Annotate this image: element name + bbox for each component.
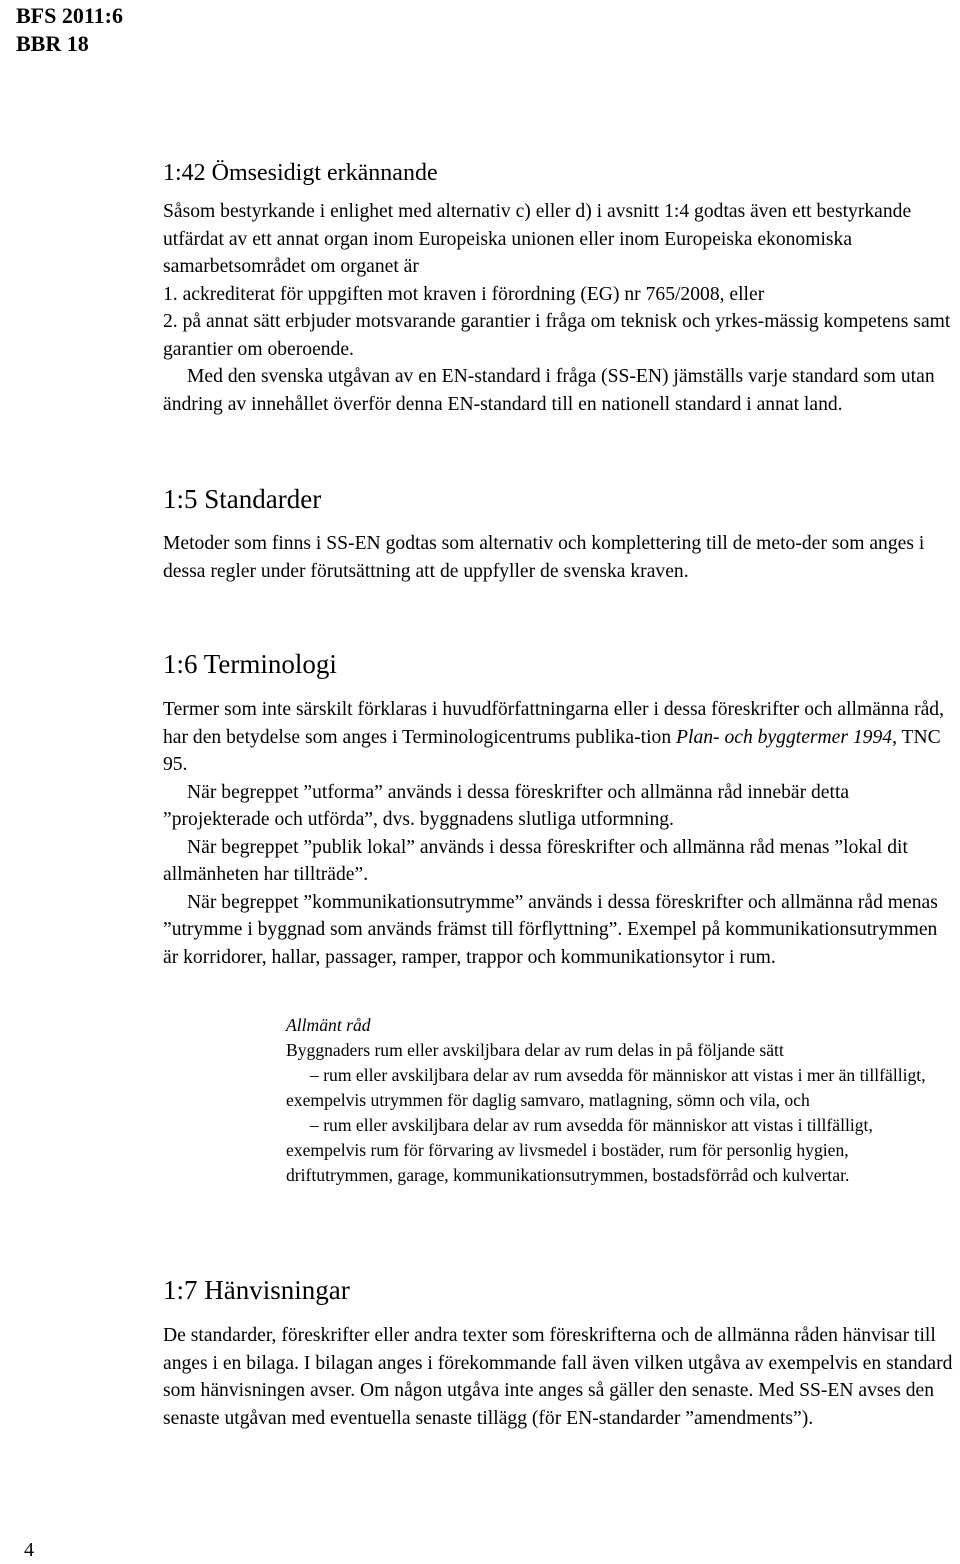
s16-para1-title: Plan- och byggtermer 1994 bbox=[676, 726, 893, 748]
header-bfs: BFS 2011:6 bbox=[16, 3, 123, 28]
s16-para3: När begreppet ”publik lokal” används i dessa föreskrifter och allmänna råd menas ”lokal dit allmänheten har tillträde”. bbox=[163, 836, 908, 885]
s142-intro: Såsom bestyrkande i enlighet med alternativ c) eller d) i avsnitt 1:4 godtas även ett bestyrkande utfärdat av ett annat organ inom Europeiska unionen eller inom Europeiska ekonomiska samarbetsområdet om organet är bbox=[163, 201, 912, 277]
heading-1-42: 1:42 Ömsesidigt erkännande bbox=[163, 160, 438, 186]
advice-title: Allmänt råd bbox=[286, 1015, 371, 1035]
s142-item1: 1. ackrediterat för uppgiften mot kraven i förordning (EG) nr 765/2008, eller bbox=[163, 283, 765, 305]
header-bbr: BBR 18 bbox=[16, 31, 89, 56]
document-header bbox=[16, 2, 123, 58]
heading-1-6: 1:6 Terminologi bbox=[163, 649, 337, 679]
section-1-7-body bbox=[163, 1322, 953, 1432]
s142-item2: 2. på annat sätt erbjuder motsvarande garantier i fråga om teknisk och yrkes-mässig kompetens samt garantier om oberoende. bbox=[163, 311, 951, 360]
s16-para1-start: Termer som inte särskilt förklaras i huvudförfattningarna eller i dessa föreskrifter och allmänna råd, har den betydelse som anges i Terminologicentrums publika-tion bbox=[163, 699, 945, 748]
s142-para2: Med den svenska utgåvan av en EN-standard i fråga (SS-EN) jämställs varje standard som utan ändring av innehållet överför denna EN-standard till en nationell standard i annat land. bbox=[163, 366, 935, 415]
section-1-5-body bbox=[163, 530, 953, 585]
advice-dash-item-2: – rum eller avskiljbara delar av rum avsedda för människor att vistas i tillfälligt, exempelvis rum för förvaring av livsmedel i bostäder, rum för personlig hygien, driftutrymmen, garage, kommunikationsutrymmen, bostadsförråd och kulvertar. bbox=[286, 1115, 873, 1185]
s16-para1-end: , TNC 95. bbox=[163, 726, 941, 775]
heading-1-5: 1:5 Standarder bbox=[163, 484, 322, 514]
s16-para1 bbox=[163, 696, 953, 779]
s15-para1: Metoder som finns i SS-EN godtas som alternativ och komplettering till de meto-der som anges i dessa regler under förutsättning att de uppfyller de svenska kraven. bbox=[163, 533, 925, 582]
advice-intro: Byggnaders rum eller avskiljbara delar av rum delas in på följande sätt bbox=[286, 1040, 784, 1060]
s17-para1: De standarder, föreskrifter eller andra texter som föreskrifterna och de allmänna råden hänvisar till anges i en bilaga. I bilagan anges i förekommande fall även vilken utgåva av exempelvis en standard som hänvisningen avser. Om någon utgåva inte anges så gäller den senaste. Med SS-EN avses den senaste utgåvan med eventuella senaste tillägg (för EN-standarder ”amendments”). bbox=[163, 1325, 953, 1429]
page-number: 4 bbox=[24, 1539, 34, 1561]
s16-para4: När begreppet ”kommunikationsutrymme” används i dessa föreskrifter och allmänna råd menas ”utrymme i byggnad som används främst till förflyttning”. Exempel på kommunikationsutrymmen är korridorer, hallar, passager, ramper, trappor och kommunikationsytor i rum. bbox=[163, 891, 938, 968]
heading-1-7: 1:7 Hänvisningar bbox=[163, 1275, 350, 1305]
s16-para2: När begreppet ”utforma” används i dessa föreskrifter och allmänna råd innebär detta ”projekterade och utförda”, dvs. byggnadens slutliga utformning. bbox=[163, 781, 850, 830]
general-advice-box bbox=[286, 1013, 946, 1188]
section-1-42-body bbox=[163, 198, 953, 418]
section-1-6-body bbox=[163, 696, 953, 971]
advice-dash-item-1: – rum eller avskiljbara delar av rum avsedda för människor att vistas i mer än tillfälligt, exempelvis utrymmen för daglig samvaro, matlagning, sömn och vila, och bbox=[286, 1065, 926, 1110]
